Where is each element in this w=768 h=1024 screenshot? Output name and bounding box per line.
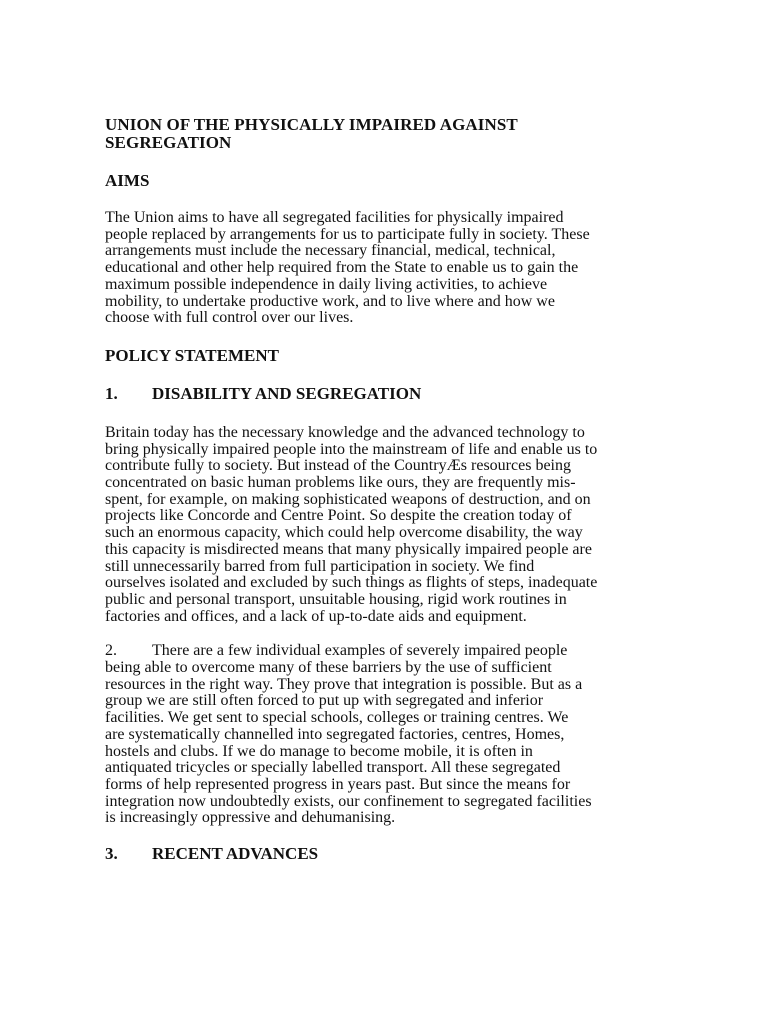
section-1-title: DISABILITY AND SEGREGATION (152, 383, 422, 403)
section-3-number: 3. (105, 844, 118, 864)
paragraph-2-text: There are a few individual examples of severely impaired people being able to overcome many of these barriers by the use of sufficient resources in the right way. They prove that integration is possible. But as a group we are still often forced to put up with segregated and inferior facilities. We get sent to special schools, colleges or training centres. We are systematically channelled into segregated factories, centres, Homes, hostels and clubs. If we do manage to become mobile, it is often in antiquated tricycles or specially labelled transport. All these segregated forms of help represented progress in years past. But since the means for integration now undoubtedly exists, our confinement to segregated facilities is increasingly oppressive and dehumanising. (105, 642, 592, 827)
spacer (105, 152, 665, 172)
aims-heading: AIMS (105, 171, 150, 190)
section-3-heading (105, 845, 665, 863)
spacer (105, 403, 665, 425)
spacer (105, 625, 665, 643)
document-page (105, 116, 665, 863)
policy-statement-heading: POLICY STATEMENT (105, 345, 279, 365)
spacer (105, 327, 665, 347)
document-title: UNION OF THE PHYSICALLY IMPAIRED AGAINST SEGREGATION (105, 115, 518, 152)
spacer (105, 190, 665, 210)
paragraph-2 (105, 643, 665, 827)
section-1-heading (105, 385, 665, 403)
section-1-number: 1. (105, 383, 118, 403)
spacer (105, 365, 665, 385)
spacer (105, 827, 665, 845)
paragraph-1: Britain today has the necessary knowledge and the advanced technology to bring physically impaired people into the mainstream of life and enable us to contribute fully to society. But instead of the CountryÆs resources being concentrated on basic human problems like ours, they are frequently mis- spent, for example, on making sophisticated weapons of destruction, and on projects like Concorde and Centre Point. So despite the creation today of such an enormous capacity, which could help overcome disability, the way this capacity is misdirected means that many physically impaired people are still unnecessarily barred from full participation in society. We find ourselves isolated and excluded by such things as flights of steps, inadequate public and personal transport, unsuitable housing, rigid work routines in factories and offices, and a lack of up-to-date aids and equipment. (105, 423, 598, 625)
paragraph-2-number: 2. (105, 642, 117, 660)
aims-paragraph: The Union aims to have all segregated facilities for physically impaired people replaced by arrangements for us to participate fully in society. These arrangements must include the necessary financial, medical, technical, educational and other help required from the State to enable us to gain the maximum possible independence in daily living activities, to achieve mobility, to undertake productive work, and to live where and how we choose with full control over our lives. (105, 209, 590, 327)
section-3-title: RECENT ADVANCES (152, 844, 319, 864)
